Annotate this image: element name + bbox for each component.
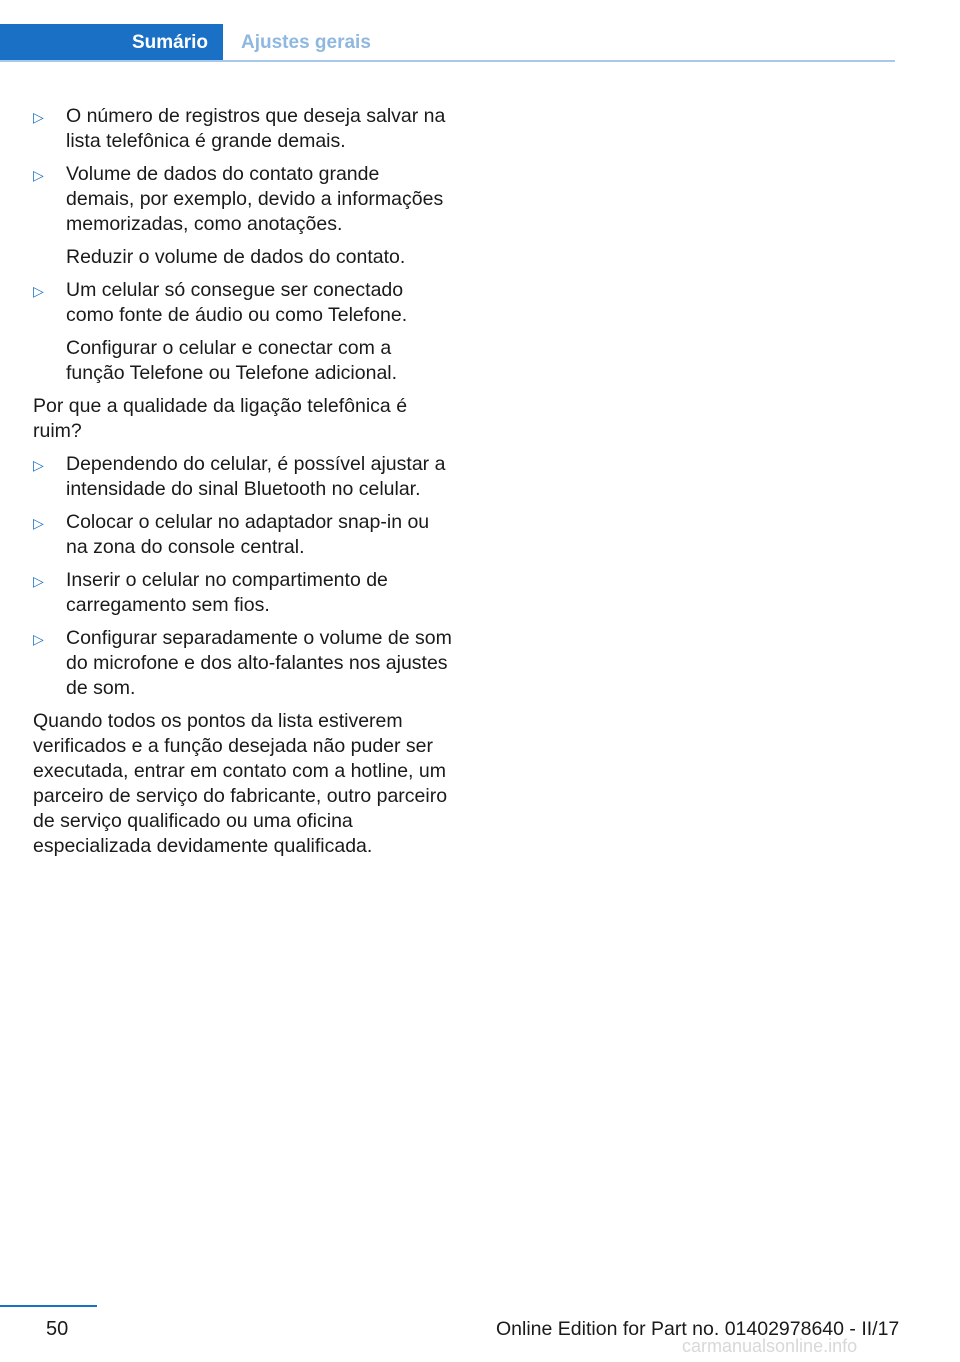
list-item — [33, 104, 453, 154]
list-item — [33, 568, 453, 618]
list-item — [33, 510, 453, 560]
tab-sumario[interactable]: Sumário — [0, 24, 223, 61]
triangle-right-icon: ▷ — [33, 109, 44, 125]
triangle-right-icon: ▷ — [33, 631, 44, 647]
list-item-subtext: Reduzir o volume de dados do contato. — [66, 246, 406, 268]
triangle-right-icon: ▷ — [33, 167, 44, 183]
list-item — [33, 626, 453, 701]
footer-divider — [0, 1305, 97, 1307]
main-content — [33, 104, 453, 867]
list-item — [33, 278, 453, 386]
closing-paragraph: Quando todos os pontos da lista estiverem verificados e a função desejada não puder ser executada, entrar em contato com a hotline, um parceiro de serviço do fabricante, outro parceiro de serviço qualificado ou uma oficina especializada devidamente qualificada. — [33, 710, 448, 857]
edition-label: Online Edition for Part no. 01402978640 - II/17 — [496, 1318, 900, 1340]
list-item — [33, 162, 453, 270]
list-item-text: Inserir o celular no compartimento de carregamento sem fios. — [66, 569, 388, 616]
page-number: 50 — [46, 1318, 69, 1340]
section-question: Por que a qualidade da ligação telefônica é ruim? — [33, 395, 408, 442]
triangle-right-icon: ▷ — [33, 457, 44, 473]
list-item — [33, 452, 453, 502]
list-item-text: Colocar o celular no adaptador snap-in ou na zona do console central. — [66, 511, 430, 558]
list-item-text: Um celular só consegue ser conectado como fonte de áudio ou como Telefone. — [66, 279, 408, 326]
tab-ajustes-gerais[interactable]: Ajustes gerais — [241, 31, 371, 53]
list-item-text: O número de registros que deseja salvar na lista telefônica é grande demais. — [66, 105, 446, 152]
list-item-text: Configurar separadamente o volume de som do microfone e dos alto-falantes nos ajustes de som. — [66, 627, 452, 699]
page-header — [0, 0, 895, 62]
header-divider — [0, 60, 895, 62]
list-item-text: Dependendo do celular, é possível ajustar a intensidade do sinal Bluetooth no celular. — [66, 453, 446, 500]
list-item-text: Volume de dados do contato grande demais, por exemplo, devido a informações memorizadas, como anotações. — [66, 163, 444, 235]
list-item-subtext: Configurar o celular e conectar com a função Telefone ou Telefone adicional. — [66, 337, 398, 384]
triangle-right-icon: ▷ — [33, 515, 44, 531]
triangle-right-icon: ▷ — [33, 573, 44, 589]
triangle-right-icon: ▷ — [33, 283, 44, 299]
watermark: carmanualsonline.info — [682, 1336, 858, 1356]
